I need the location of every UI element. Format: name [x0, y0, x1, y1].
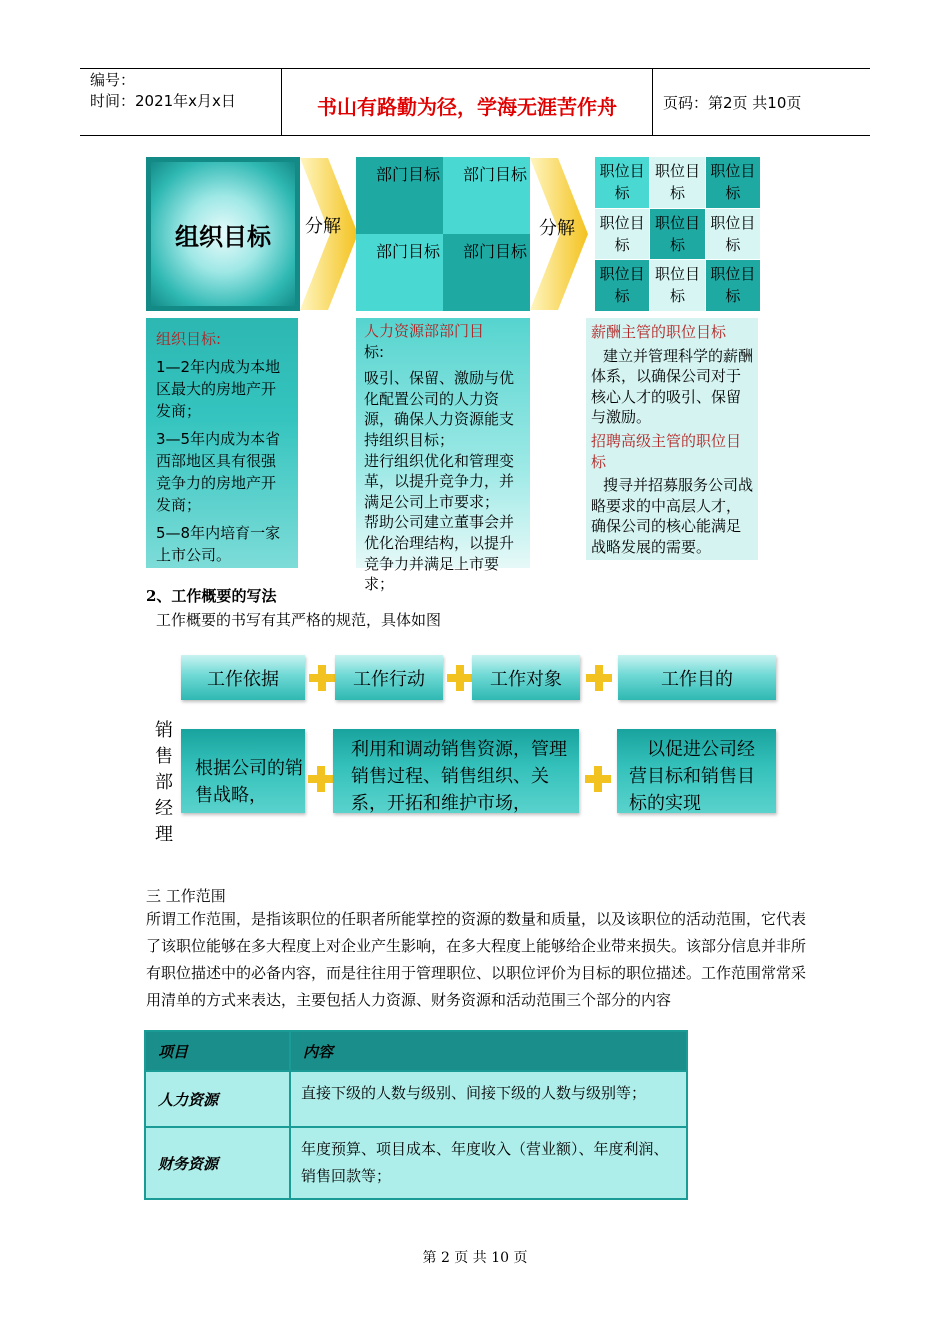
dept-goal-cell: 部门目标	[356, 234, 443, 311]
table-header-cell: 内容	[290, 1031, 687, 1071]
position-goal-cell: 职位目标	[595, 157, 649, 208]
position-goal-cell: 职位目标	[595, 209, 649, 260]
dept-goal-cell: 部门目标	[443, 157, 530, 234]
role-label: 销售部经理	[155, 720, 173, 845]
table-row	[145, 1071, 687, 1127]
dept-goal-item: 吸引、保留、激励与优化配置公司的人力资源，确保人力资源能支持组织目标；	[364, 369, 515, 449]
dept-goal-item: 帮助公司建立董事会并优化治理结构，以提升竞争力并满足上市要求；	[364, 513, 515, 594]
summary-header-purpose: 工作目的	[618, 655, 776, 700]
time-label: 时间：2021年x月x日	[90, 92, 236, 110]
plus-icon	[586, 665, 612, 691]
decompose-label: 分解	[305, 216, 341, 237]
work-scope-table	[144, 1030, 688, 1200]
position-goal-cell: 职位目标	[706, 157, 760, 208]
org-goal-item: 3—5年内成为本省西部地区具有很强竞争力的房地产开发商；	[156, 430, 281, 514]
position-goal-cell: 职位目标	[706, 260, 760, 311]
section3-paragraph: 所谓工作范围，是指该职位的任职者所能掌控的资源的数量和质量，以及该职位的活动范围，它代表了该职位能够在多大程度上对企业产生影响，在多大程度上能够给企业带来损失。该部分信息并非所有职位描述中的必备内容，而是往往用于管理职位、以职位评价为目标的职位描述。工作范围常常采用清单的方式来表达，主要包括人力资源、财务资源和活动范围三个部分的内容	[146, 910, 807, 1009]
decompose-label: 分解	[539, 218, 575, 239]
summary-header-basis: 工作依据	[181, 655, 305, 700]
dept-goal-cell: 部门目标	[356, 157, 443, 234]
table-row	[145, 1127, 687, 1199]
position-goal-cell: 职位目标	[650, 260, 704, 311]
header-bottom-border	[80, 135, 870, 136]
header-top-border	[80, 68, 870, 69]
position-goal-grid	[595, 157, 760, 311]
summary-example-purpose: 以促进公司经营目标和销售目标的实现	[617, 729, 776, 813]
page-footer: 第 2 页 共 10 页	[422, 1250, 528, 1266]
table-cell-content: 直接下级的人数与级别、间接下级的人数与级别等；	[290, 1071, 687, 1127]
org-goal-item: 5—8年内培育一家上市公司。	[156, 524, 281, 564]
summary-header-object: 工作对象	[472, 655, 580, 700]
table-cell-item: 财务资源	[145, 1127, 290, 1199]
dept-goal-desc-title: 人力资源部部门目	[364, 322, 485, 340]
section2-subtitle: 工作概要的书写有其严格的规范，具体如图	[156, 611, 442, 629]
org-goal-item: 1—2年内成为本地区最大的房地产开发商；	[156, 358, 281, 420]
position-goal-text: 建立并管理科学的薪酬体系，以确保公司对于核心人才的吸引、保留与激励。	[591, 346, 754, 427]
summary-header-action: 工作行动	[335, 655, 443, 700]
plus-icon	[308, 766, 334, 792]
dept-goal-description	[356, 318, 530, 594]
position-goal-text: 搜寻并招募服务公司战略要求的中高层人才，确保公司的核心能满足战略发展的需要。	[591, 476, 754, 556]
table-cell-content: 年度预算、项目成本、年度收入（营业额）、年度利润、销售回款等；	[290, 1127, 687, 1199]
position-goal-title: 招聘高级主管的职位目标	[591, 431, 742, 471]
table-header-cell: 项目	[145, 1031, 290, 1071]
section3-title: 三 工作范围	[146, 887, 226, 905]
position-goal-cell: 职位目标	[706, 209, 760, 260]
table-cell-item: 人力资源	[145, 1071, 290, 1127]
position-goal-cell: 职位目标	[595, 260, 649, 311]
dept-goal-desc-title-cont: 标:	[364, 342, 385, 361]
dept-goal-item: 进行组织优化和管理变革，以提升竞争力，并满足公司上市要求；	[364, 451, 515, 511]
summary-example-basis: 根据公司的销售战略，	[181, 729, 305, 813]
plus-icon	[309, 665, 335, 691]
org-goal-desc-title: 组织目标:	[156, 330, 222, 348]
section2-title: 2、工作概要的写法	[146, 587, 277, 605]
position-goal-description	[586, 318, 758, 560]
plus-icon	[585, 766, 611, 792]
position-goal-cell: 职位目标	[650, 209, 704, 260]
header-motto: 书山有路勤为径，学海无涯苦作舟	[317, 95, 617, 119]
header-divider	[652, 68, 653, 135]
header-meta	[90, 70, 236, 112]
plus-icon	[447, 665, 473, 691]
position-goal-cell: 职位目标	[650, 157, 704, 208]
header-page-label: 页码：第2页 共10页	[663, 94, 802, 112]
table-header-row	[145, 1031, 687, 1071]
number-label: 编号：	[90, 71, 136, 89]
position-goal-title: 薪酬主管的职位目标	[591, 323, 727, 341]
dept-goal-cell: 部门目标	[443, 234, 530, 311]
org-goal-box	[146, 157, 300, 311]
summary-example-action: 利用和调动销售资源，管理销售过程、销售组织、关系，开拓和维护市场，	[333, 729, 579, 813]
dept-goal-grid	[356, 157, 530, 311]
org-goal-description	[146, 318, 298, 568]
org-goal-label: 组织目标	[175, 222, 271, 251]
